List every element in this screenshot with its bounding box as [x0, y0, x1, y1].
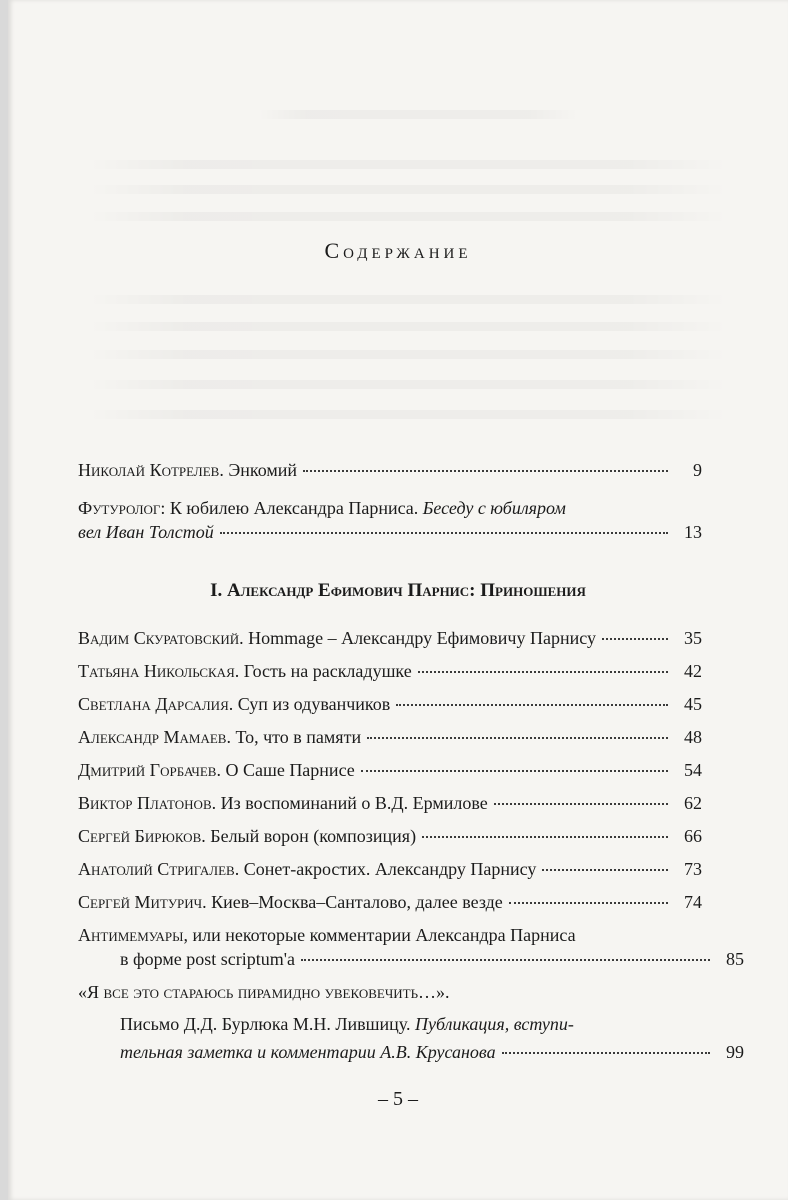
entry-author: Футуролог: [78, 498, 166, 518]
entry-title: «Я все это стараюсь пирамидно увековечить…». [78, 982, 450, 1002]
entry-title: Антимемуары, [78, 925, 188, 945]
entry-author: Вадим Скуратовский. [78, 628, 244, 648]
bleed-through [258, 110, 578, 119]
entry-author: Светлана Дарсалия. [78, 694, 234, 714]
book-page [8, 0, 788, 1200]
entry-page: 35 [684, 628, 702, 648]
section-heading: I. Александр Ефимович Парнис: Приношения [210, 580, 586, 601]
entry-author: Александр Мамаев. [78, 727, 231, 747]
entry-title: О Саше Парнисе [225, 760, 355, 780]
toc-entry[interactable] [78, 923, 744, 971]
entry-title: Белый ворон (композиция) [210, 826, 417, 846]
dot-leader [418, 671, 668, 673]
entry-page: 74 [684, 892, 702, 912]
entry-page: 48 [684, 727, 702, 747]
entry-note: тельная заметка и комментарии А.В. Крусанова [120, 1042, 496, 1062]
dot-leader [301, 959, 710, 961]
toc-entry[interactable] [78, 626, 702, 650]
dot-leader [602, 638, 668, 640]
bleed-through [88, 350, 728, 359]
entry-author: Сергей Митурич. [78, 892, 207, 912]
entry-author: Татьяна Никольская. [78, 661, 240, 681]
dot-leader [367, 737, 668, 739]
entry-page: 85 [726, 949, 744, 969]
entry-author: Анатолий Стригалев. [78, 859, 240, 879]
page-title: Содержание [324, 238, 472, 263]
toc-entry[interactable] [78, 496, 702, 544]
entry-author: Сергей Бирюков. [78, 826, 206, 846]
bleed-through [88, 185, 728, 194]
entry-title: То, что в памяти [235, 727, 362, 747]
dot-leader [422, 836, 668, 838]
entry-page: 45 [684, 694, 702, 714]
bleed-through [88, 322, 728, 331]
bleed-through [88, 212, 728, 221]
bleed-through [88, 380, 728, 389]
dot-leader [509, 902, 668, 904]
toc-entry[interactable] [78, 980, 744, 1064]
entry-page: 66 [684, 826, 702, 846]
entry-note: Публикация, вступи- [415, 1014, 574, 1034]
entry-subtitle: Письмо Д.Д. Бурлюка М.Н. Лившицу. [120, 1014, 411, 1034]
dot-leader [494, 803, 668, 805]
entry-page: 9 [693, 460, 702, 480]
bleed-through [88, 410, 728, 419]
entry-note: вел Иван Толстой [78, 522, 214, 542]
entry-page: 99 [726, 1042, 744, 1062]
dot-leader [542, 869, 668, 871]
entry-note: Беседу с юбиляром [422, 498, 566, 518]
toc-entry[interactable] [78, 758, 702, 782]
entry-title-rest: или некоторые комментарии Александра Парниса [192, 925, 576, 945]
bleed-through [88, 160, 728, 169]
entry-title: Hommage – Александру Ефимовичу Парнису [248, 628, 596, 648]
entry-title: Сонет-акростих. Александру Парнису [243, 859, 537, 879]
entry-page: 54 [684, 760, 702, 780]
toc-entry[interactable] [78, 458, 702, 482]
entry-author: Николай Котрелев. [78, 460, 224, 480]
entry-title: Из воспоминаний о В.Д. Ермилове [220, 793, 488, 813]
dot-leader [303, 470, 668, 472]
page-number: – 5 – [378, 1088, 418, 1110]
toc-entry[interactable] [78, 692, 702, 716]
toc-entry[interactable] [78, 824, 702, 848]
toc-entry[interactable] [78, 659, 702, 683]
toc-entry[interactable] [78, 725, 702, 749]
entry-page: 62 [684, 793, 702, 813]
dot-leader [220, 532, 668, 534]
entry-title: Киев–Москва–Санталово, далее везде [211, 892, 503, 912]
toc-entry[interactable] [78, 890, 702, 914]
entry-page: 42 [684, 661, 702, 681]
entry-page: 13 [684, 522, 702, 542]
entry-page: 73 [684, 859, 702, 879]
entry-title: Энкомий [228, 460, 298, 480]
toc-entry[interactable] [78, 857, 702, 881]
entry-title: К юбилею Александра Парниса. [169, 498, 419, 518]
dot-leader [502, 1052, 710, 1054]
entry-title: Гость на раскладушке [243, 661, 412, 681]
dot-leader [396, 704, 668, 706]
dot-leader [361, 770, 668, 772]
entry-title: Суп из одуванчиков [237, 694, 391, 714]
entry-author: Виктор Платонов. [78, 793, 217, 813]
entry-title-cont: в форме post scriptum'а [120, 949, 295, 969]
bleed-through [88, 295, 728, 304]
entry-author: Дмитрий Горбачев. [78, 760, 221, 780]
toc-entry[interactable] [78, 791, 702, 815]
